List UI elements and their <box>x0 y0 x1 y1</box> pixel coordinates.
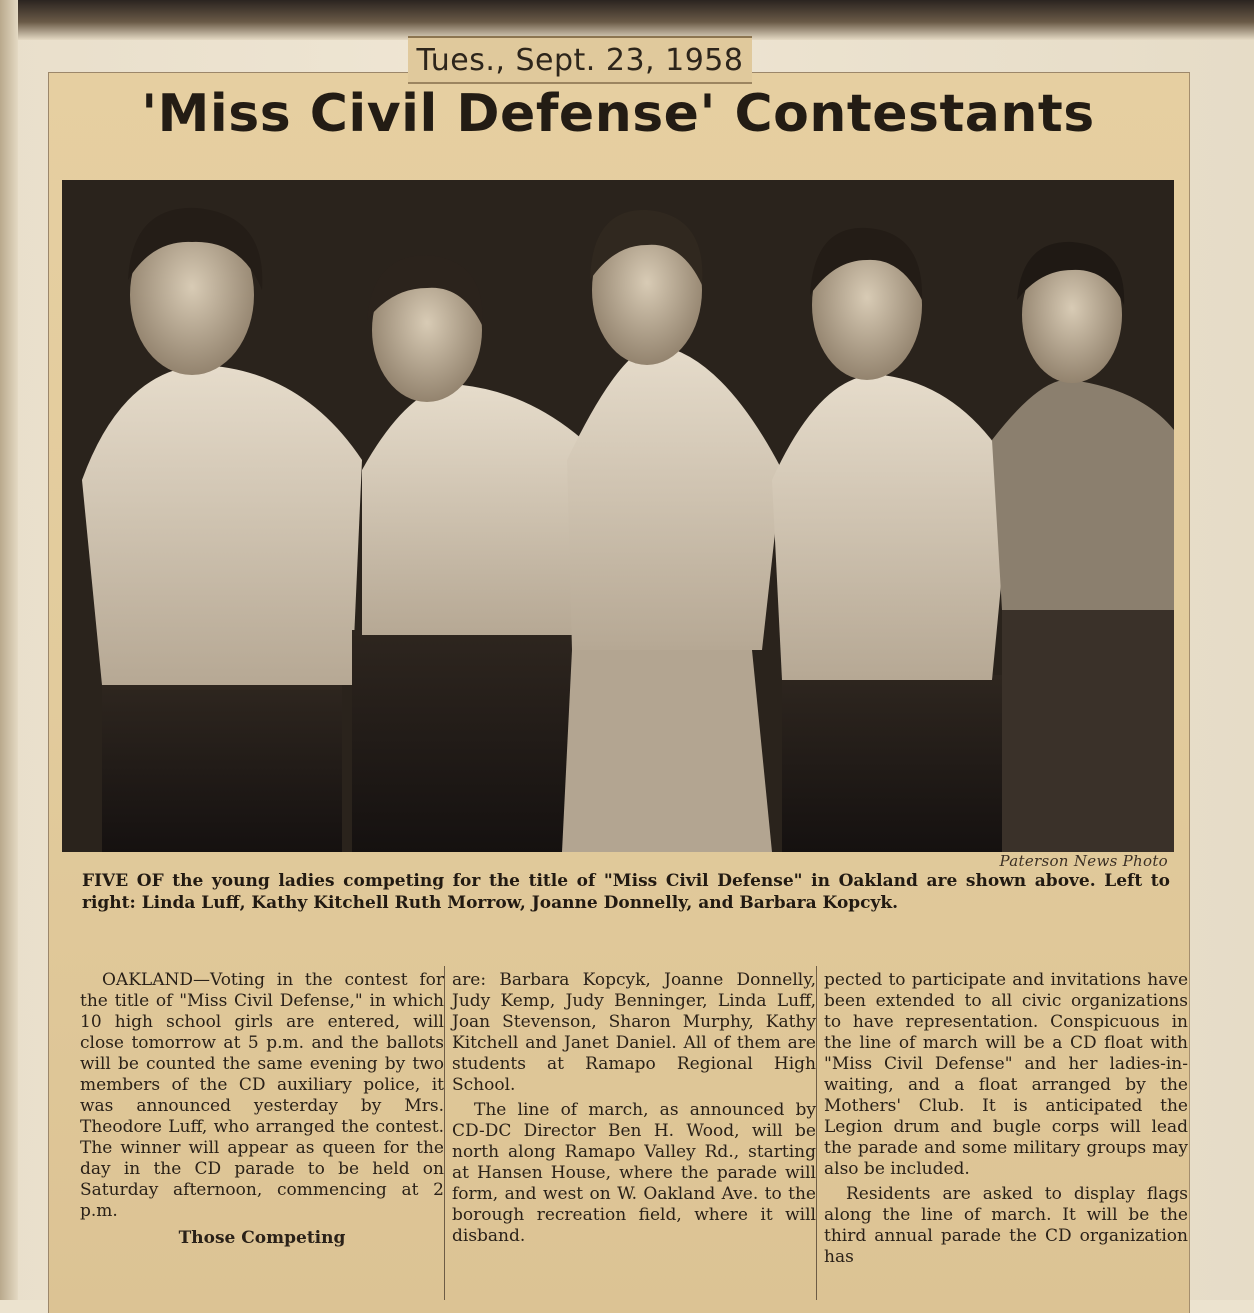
article-column-1 <box>80 970 444 1249</box>
page-top-edge <box>0 0 1254 40</box>
column-rule-2 <box>816 966 817 1300</box>
date-strip: Tues., Sept. 23, 1958 <box>408 36 752 84</box>
headline: 'Miss Civil Defense' Contestants <box>141 84 1095 144</box>
photo-caption <box>82 870 1170 914</box>
contestants-photo <box>62 180 1174 852</box>
col2-paragraph-2: The line of march, as announced by CD-DC Director Ben H. Wood, will be north along Ramapo Valley Rd., starting at Hansen House, where the parade will form, and west on W. Oakland Ave. to the borough recreation field, where it will disband. <box>452 1100 816 1246</box>
column-rule-1 <box>444 966 445 1300</box>
col1-paragraph-1: OAKLAND—Voting in the contest for the title of "Miss Civil Defense," in which 10 high school girls are entered, will close tomorrow at 5 p.m. and the ballots will be counted the same evening by two members of the CD auxiliary police, it was announced yesterday by Mrs. Theodore Luff, who arranged the contest. The winner will appear as queen for the day in the CD parade to be held on Saturday afternoon, commencing at 2 p.m. <box>80 970 444 1221</box>
article-column-3 <box>824 970 1188 1272</box>
col3-paragraph-1: pected to participate and invitations have been extended to all civic organizations to have representation. Conspicuous in the line of march will be a CD float with "Miss Civil Defense" and her ladies-in-waiting, and a float arranged by the Mothers' Club. It is anticipated the Legion drum and bugle corps will lead the parade and some military groups may also be included. <box>824 970 1188 1179</box>
col2-paragraph-1: are: Barbara Kopcyk, Joanne Donnelly, Judy Kemp, Judy Benninger, Linda Luff, Joan Stevenson, Sharon Murphy, Kathy Kitchell and Janet Daniel. All of them are students at Ramapo Regional High School. <box>452 970 816 1095</box>
caption-text: FIVE OF the young ladies competing for the title of "Miss Civil Defense" in Oakland are shown above. Left to right: Linda Luff, Kathy Kitchell Ruth Morrow, Joanne Donnelly, and Barbara Kopcyk. <box>82 871 1170 913</box>
page-left-edge <box>0 0 18 1300</box>
article-column-2 <box>452 970 816 1251</box>
photo-credit: Paterson News Photo <box>999 852 1168 870</box>
col3-paragraph-2: Residents are asked to display flags along the line of march. It will be the third annual parade the CD organization has <box>824 1184 1188 1267</box>
subhead-those-competing: Those Competing <box>178 1228 346 1248</box>
photo-illustration <box>62 180 1174 852</box>
